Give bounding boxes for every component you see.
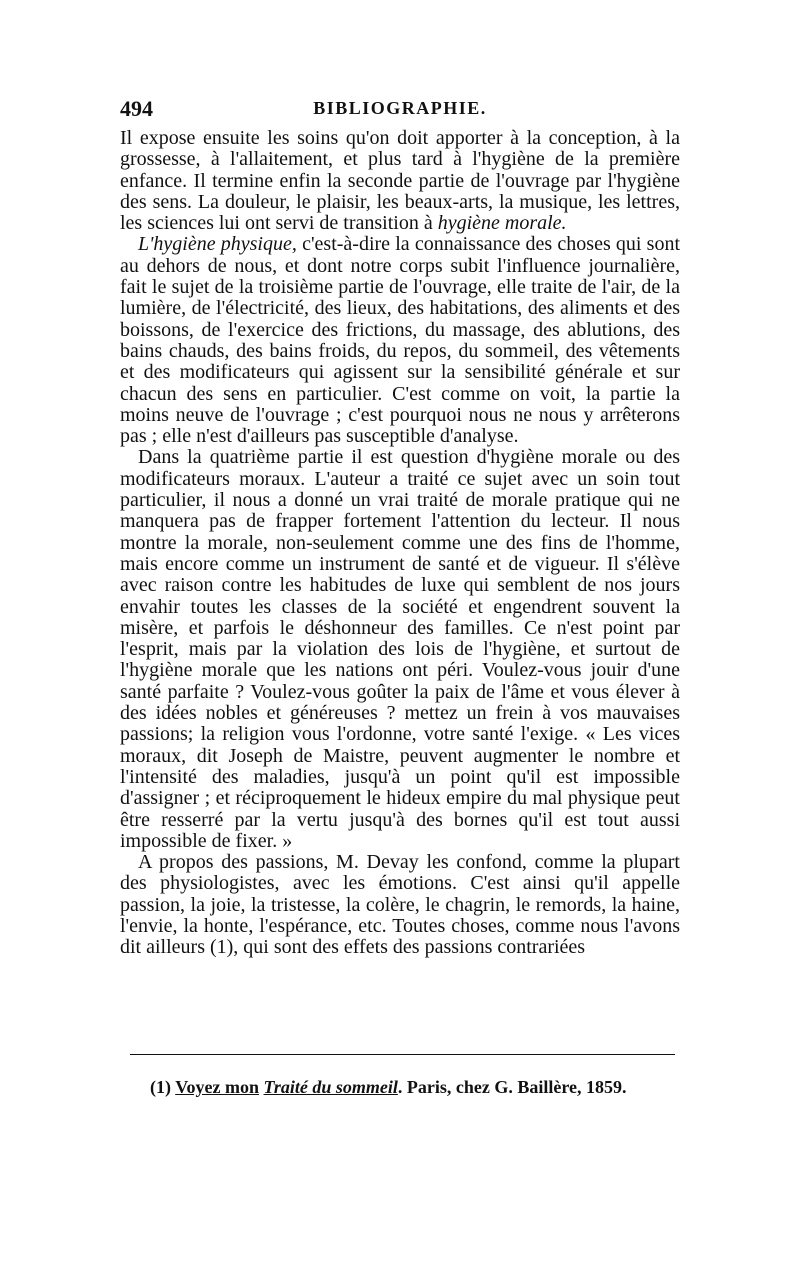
body-text	[120, 128, 680, 959]
footnote-text-before: Voyez mon	[175, 1077, 260, 1097]
paragraph-1-emphasis: hygiène morale.	[437, 212, 567, 235]
paragraph-3: Dans la quatrième partie il est question d'hygiène morale ou des modificateurs moraux. L'auteur a traité ce sujet avec un soin tout particulier, il nous a donné un vrai traité de morale pratique qui ne manquera pas de frapper fortement l'attention du lecteur. Il nous montre la morale, non-seulement comme une des fins de l'homme, mais encore comme un instrument de santé et de vigueur. Il s'élève avec raison contre les habitudes de luxe qui semblent de nos jours envahir toutes les classes de la société et engendrent souvent la misère, et parfois le déshonneur des familles. Ce n'est point par l'esprit, mais par la violation des lois de l'hygiène, et surtout de l'hygiène morale que les nations ont péri. Voulez-vous jouir d'une santé parfaite ? Voulez-vous goûter la paix de l'âme et vous élever à des idées nobles et généreuses ? mettez un frein à vos mauvaises passions; la religion vous l'ordonne, votre santé l'exige. « Les vices moraux, dit Joseph de Maistre, peuvent augmenter le nombre et l'intensité des maladies, jusqu'à un point qu'il est impossible d'assigner ; et réciproquement le hideux empire du mal physique peut être resserré par la vertu jusqu'à des bornes qu'il est tout aussi impossible de fixer. »	[120, 446, 680, 852]
paragraph-2-emphasis: L'hygiène physique,	[138, 233, 297, 256]
paragraph-2-text: c'est-à-dire la connaissance des choses qui sont au dehors de nous, et dont notre corps subit l'influence journalière, fait le sujet de la troisième partie de l'ouvrage, elle traite de l'air, de la lumière, de l'électricité, des lieux, des habitations, des aliments et des boissons, de l'exercice des frictions, du massage, des ablutions, des bains chauds, des bains froids, du repos, du sommeil, des vêtements et des modificateurs qui agissent sur la sensibilité générale et sur chacun des sens en particulier. C'est comme on voit, la partie la moins neuve de l'ouvrage ; c'est pourquoi nous ne nous y arrêterons pas ; elle n'est d'ailleurs pas susceptible d'analyse.	[120, 233, 680, 448]
footnote-marker: (1)	[150, 1077, 171, 1097]
footnote-divider	[130, 1054, 675, 1055]
running-title: BIBLIOGRAPHIE.	[313, 98, 487, 118]
paragraph-2	[120, 234, 680, 447]
paragraph-4: A propos des passions, M. Devay les confond, comme la plupart des physiologistes, avec les émotions. C'est ainsi qu'il appelle passion, la joie, la tristesse, la colère, le chagrin, le remords, la haine, l'envie, la honte, l'espérance, etc. Toutes choses, comme nous l'avons dit ailleurs (1), qui sont des effets des passions contrariées	[120, 851, 680, 959]
footnote-title: Traité du sommeil	[263, 1077, 398, 1097]
footnote	[150, 1077, 680, 1098]
paragraph-1-text: Il expose ensuite les soins qu'on doit apporter à la conception, à la grossesse, à l'allaitement, et plus tard à l'hygiène de la première enfance. Il termine enfin la seconde partie de l'ouvrage par l'hygiène des sens. La douleur, le plaisir, les beaux-arts, la musique, les lettres, les sciences lui ont servi de transition à	[120, 127, 680, 235]
paragraph-1	[120, 128, 680, 234]
footnote-text-after: . Paris, chez G. Baillère, 1859.	[397, 1077, 627, 1097]
page-number: 494	[120, 96, 153, 121]
page-header	[120, 96, 680, 126]
